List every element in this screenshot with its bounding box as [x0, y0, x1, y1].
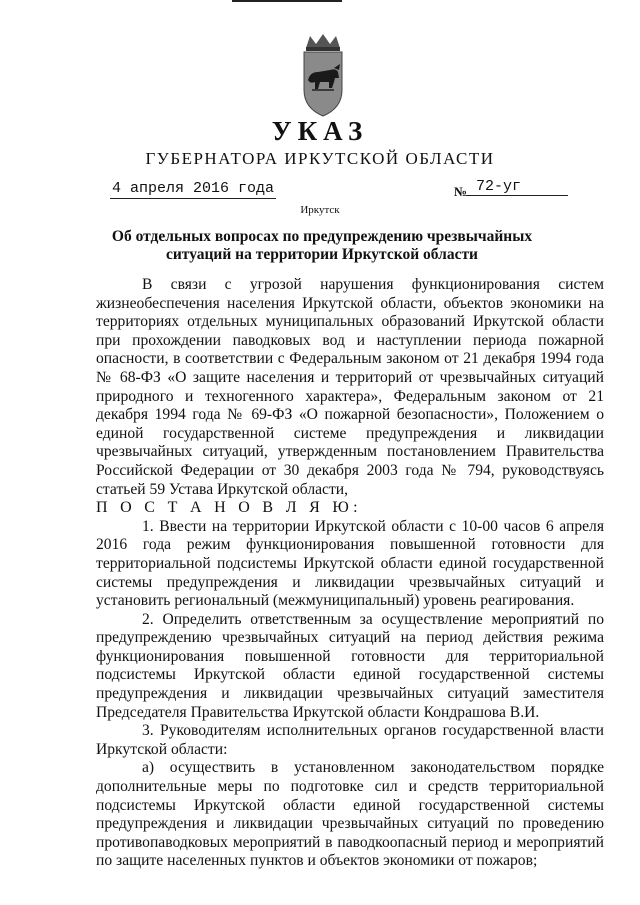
- document-heading: Об отдельных вопросах по предупреждению чрезвычайных ситуаций на территории Иркутской области: [111, 228, 533, 263]
- document-body: [96, 276, 604, 871]
- top-rule: [232, 0, 342, 2]
- coat-of-arms-emblem: [298, 32, 348, 118]
- document-city: Иркутск: [300, 204, 340, 216]
- document-number: 72-уг: [466, 178, 568, 196]
- document-title: УКАЗ: [271, 116, 369, 146]
- item-3a-paragraph: а) осуществить в установленном законодательством порядке дополнительные меры по подготовке сил и средств территориальной подсистемы Иркутской области единой государственной системы предупреждения и ликвидации чрезвычайных ситуаций по проведению противопаводковых мероприятий в паводкоопасный период и мероприятий по защите населенных пунктов и объектов экономики от пожаров;: [96, 759, 604, 870]
- preamble-paragraph: В связи с угрозой нарушения функционирования систем жизнеобеспечения населения Иркутской области, объектов экономики на территориях отдельных муниципальных образований Иркутской области при прохождении паводковых вод и наступлении периода пожарной опасности, в соответствии с Федеральным законом от 21 декабря 1994 года № 68-ФЗ «О защите населения и территорий от чрезвычайных ситуаций природного и техногенного характера», Федеральным законом от 21 декабря 1994 года № 69-ФЗ «О пожарной безопасности», Положением о единой государственной системе предупреждения и ликвидации чрезвычайных ситуаций, утвержденным постановлением Правительства Российской Федерации от 30 декабря 2003 года № 794, руководствуясь статьей 59 Устава Иркутской области,: [96, 276, 604, 498]
- document-date: 4 апреля 2016 года: [112, 180, 275, 197]
- number-label: №: [454, 184, 468, 199]
- item-2-paragraph: 2. Определить ответственным за осуществление мероприятий по предупреждению чрезвычайных ситуаций на период действия режима функционирования повышенной готовности для территориальной подсистемы Иркутской области единой государственной системы предупреждения и ликвидации чрезвычайных ситуаций заместителя Председателя Правительства Иркутской области Кондрашова В.И.: [96, 610, 604, 721]
- decree-word: П О С Т А Н О В Л Я Ю:: [96, 499, 362, 517]
- item-3-paragraph: 3. Руководителям исполнительных органов государственной власти Иркутской области:: [96, 722, 604, 758]
- item-1-paragraph: 1. Ввести на территории Иркутской области с 10-00 часов 6 апреля 2016 года режим функционирования повышенной готовности для территориальной подсистемы Иркутской области единой государственной системы предупреждения и ликвидации чрезвычайных ситуаций и установить региональный (межмуниципальный) уровень реагирования.: [96, 517, 604, 610]
- document-subtitle: ГУБЕРНАТОРА ИРКУТСКОЙ ОБЛАСТИ: [145, 149, 495, 168]
